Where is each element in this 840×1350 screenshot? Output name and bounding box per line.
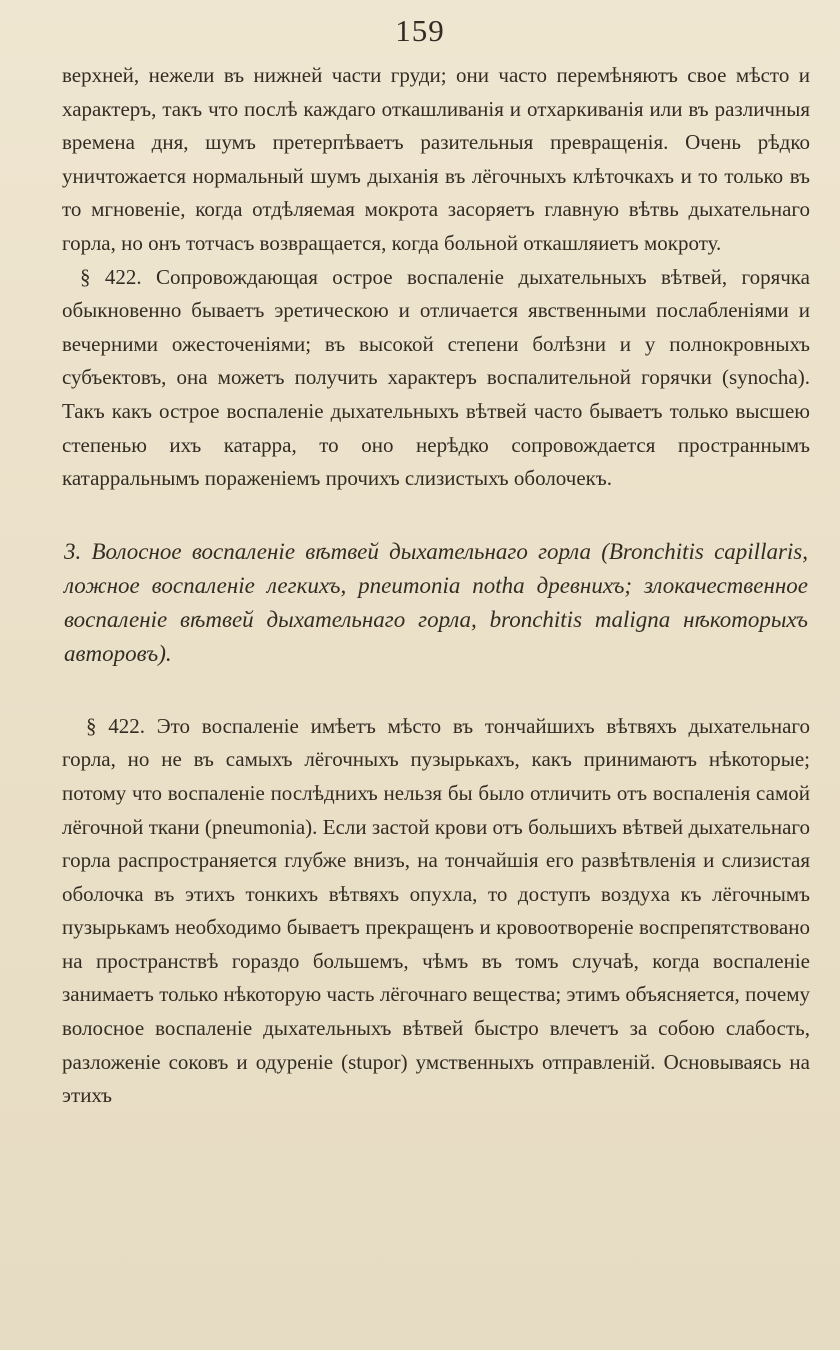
section-422-paragraph-b: § 422. Это воспаленіе имѣетъ мѣсто въ тончайшихъ вѣтвяхъ дыхательнаго горла, но не въ самыхъ лёгочныхъ пузырькахъ, какъ принимаютъ нѣкоторые; потому что воспаленіе послѣднихъ нельзя бы было отличить отъ воспаленія самой лёгочной ткани (pneumonia). Если застой крови отъ большихъ вѣтвей дыхательнаго горла распространяется глубже внизъ, на тончайшія его развѣтвленія и слизистая оболочка въ этихъ тонкихъ вѣтвяхъ опухла, то доступъ воздуха къ лёгочнымъ пузырькамъ необходимо бываетъ прекращенъ и кровоотвореніе воспрепятствовано на пространствѣ гораздо большемъ, чѣмъ въ томъ случаѣ, когда воспаленіе занимаетъ только нѣкоторую часть лёгочнаго вещества; этимъ объясняется, почему волосное воспаленіе дыхательныхъ вѣтвей быстро влечетъ за собою слабость, разложеніе соковъ и одуреніе (stupor) умственныхъ отправленій. Основываясь на этихъ — [62, 713, 810, 1108]
page-body — [62, 59, 810, 1113]
page-number: 159 — [395, 13, 445, 48]
section-422-paragraph-a: § 422. Сопровождающая острое воспаленіе дыхательныхъ вѣтвей, горячка обыкновенно бываетъ эретическою и отличается явственными послабленіями и вечерними ожесточеніями; въ высокой степени болѣзни и у полнокровныхъ субъектовъ, она можетъ получить характеръ воспалительной горячки (synocha). Такъ какъ острое воспаленіе дыхательныхъ вѣтвей часто бываетъ только высшею степенью ихъ катарра, то оно нерѣдко сопровождается пространнымъ катарральнымъ пораженіемъ прочихъ слизистыхъ оболочекъ. — [62, 264, 810, 491]
continuation-paragraph: верхней, нежели въ нижней части груди; они часто перемѣняютъ свое мѣсто и характеръ, такъ что послѣ каждаго откашливанія и отхаркиванія или въ различныя времена дня, шумъ претерпѣваетъ разительныя превращенія. Очень рѣдко уничтожается нормальный шумъ дыханія въ лёгочныхъ клѣточкахъ и то только въ то мгновеніе, когда отдѣляемая мокрота засоряетъ главную вѣтвь дыхательнаго горла, но онъ тотчасъ возвращается, когда больной откашляиетъ мокроту. — [62, 63, 810, 255]
section-heading: 3. Волосное воспаленіе вѣтвей дыхательнаго горла (Bronchitis capillaris, ложное воспаленіе легкихъ, pneumonia notha древнихъ; злокачественное воспаленіе вѣтвей дыхательнаго горла, bronchitis maligna нѣкоторыхъ авторовъ). — [64, 538, 808, 666]
